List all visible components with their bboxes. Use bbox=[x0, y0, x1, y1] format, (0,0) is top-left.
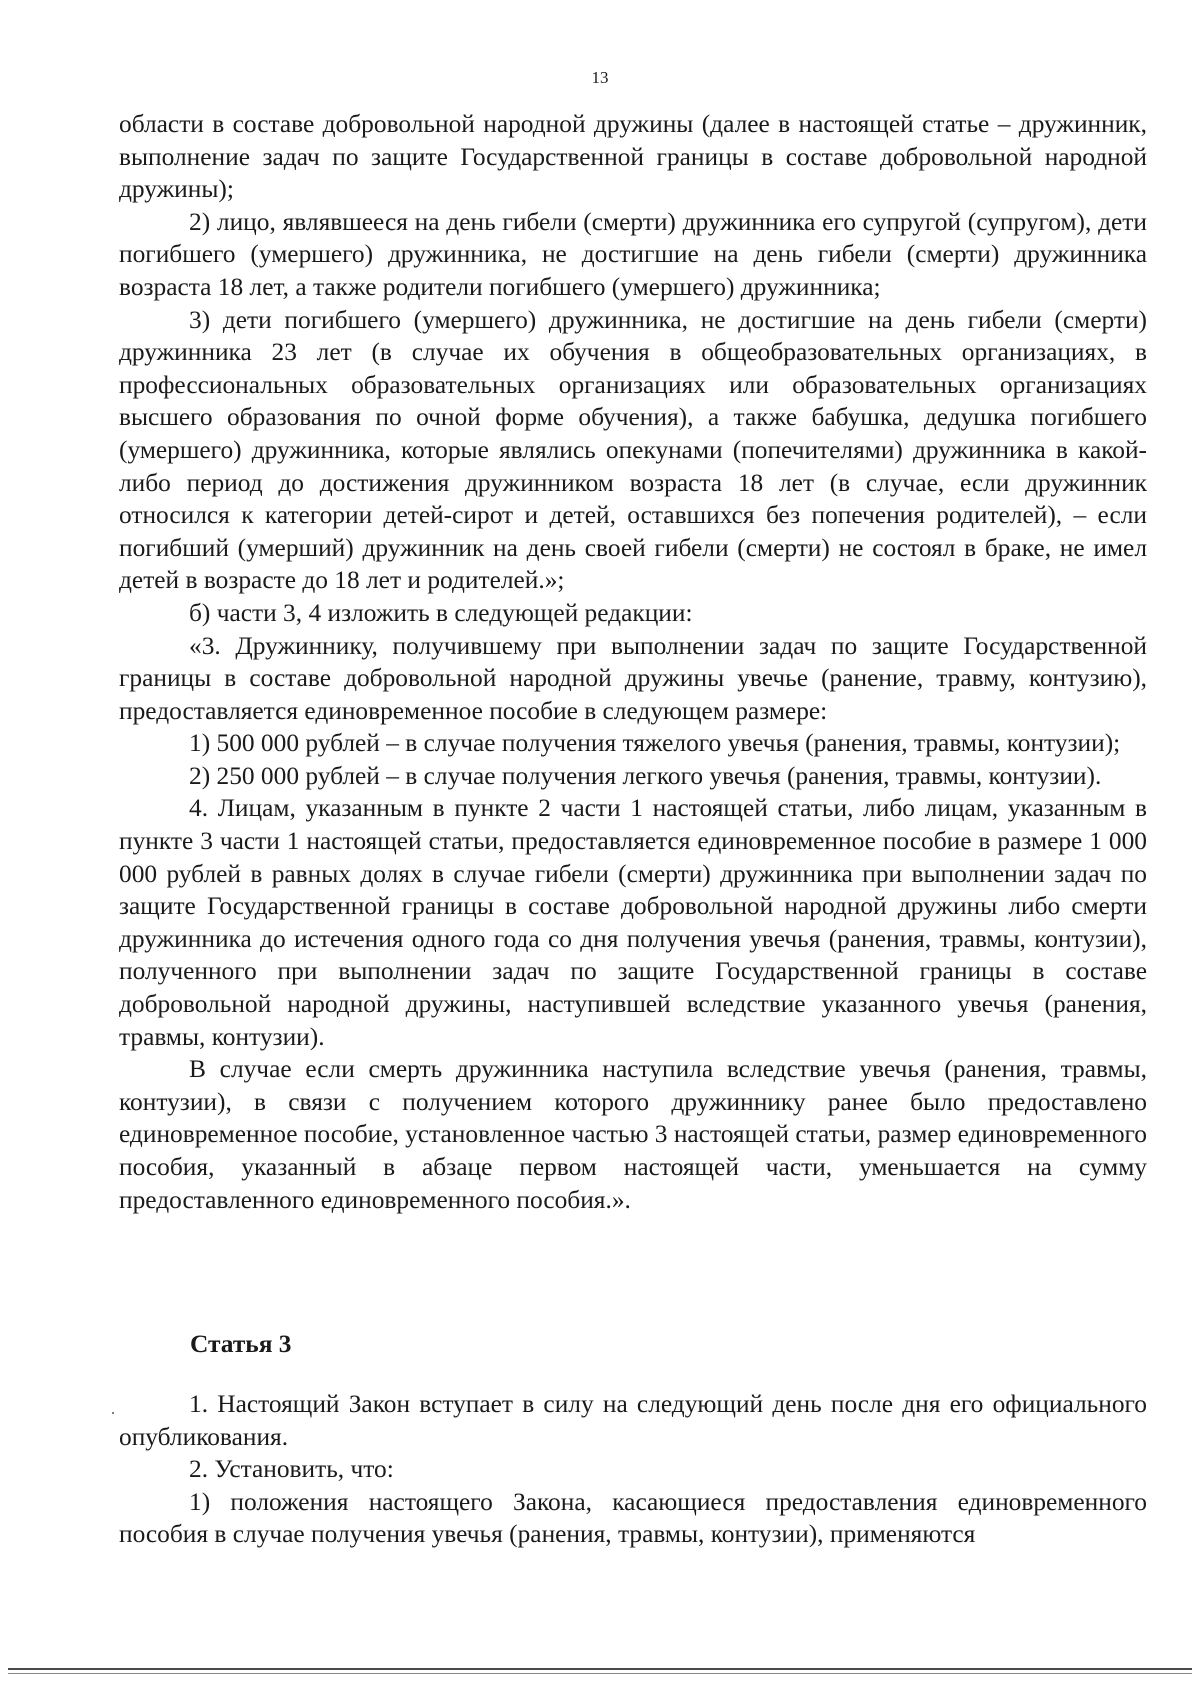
paragraph-continuation: области в составе добровольной народной дружины (далее в настоящей статье – дружинник, выполнение задач по защите Государственной границы в составе добровольной народной дружины); bbox=[119, 110, 1147, 204]
paragraph-part-3-item-1: 1) 500 000 рублей – в случае получения тяжелого увечья (ранения, травмы, контузии); bbox=[189, 729, 1121, 758]
paragraph-part-3-item-2: 2) 250 000 рублей – в случае получения легкого увечья (ранения, травмы, контузии). bbox=[189, 761, 1102, 790]
article-paragraph-1: 1. Настоящий Закон вступает в силу на следующий день после дня его официального опубликования. bbox=[119, 1390, 1147, 1451]
body-text bbox=[119, 108, 1147, 1216]
paragraph-part-4: 4. Лицам, указанным в пункте 2 части 1 настоящей статьи, либо лицам, указанным в пункте 3 части 1 настоящей статьи, предоставляется единовременное пособие в размере 1 000 000 рублей в равных долях в случае гибели (смерти) дружинника при выполнении задач по защите Государственной границы в составе добровольной народной дружины либо смерти дружинника до истечения одного года со дня получения увечья (ранения, травмы, контузии), полученного при выполнении задач по защите Государственной границы в составе добровольной народной дружины, наступившей вследствие указанного увечья (ранения, травмы, контузии). bbox=[119, 794, 1147, 1051]
paragraph-subitem-b: б) части 3, 4 изложить в следующей редакции: bbox=[189, 598, 693, 627]
scan-bottom-edge-shadow bbox=[8, 1673, 1192, 1674]
article-paragraph-2: 2. Установить, что: bbox=[189, 1455, 394, 1484]
scan-bottom-edge bbox=[8, 1668, 1192, 1670]
paragraph-part-3: «3. Дружиннику, получившему при выполнении задач по защите Государственной границы в составе добровольной народной дружины увечье (ранение, травму, контузию), предоставляется единовременное пособие в следующем размере: bbox=[119, 631, 1147, 725]
article-paragraph-3: 1) положения настоящего Закона, касающиеся предоставления единовременного пособия в случае получения увечья (ранения, травмы, контузии), применяются bbox=[119, 1487, 1147, 1549]
article-heading: Статья 3 bbox=[190, 1330, 292, 1358]
page-number: 13 bbox=[591, 68, 609, 87]
paragraph-part-4-addendum: В случае если смерть дружинника наступила вследствие увечья (ранения, травмы, контузии), в связи с получением которого дружиннику ранее было предоставлено единовременное пособие, установленное частью 3 настоящей статьи, размер единовременного пособия, указанный в абзаце первом настоящей части, уменьшается на сумму предоставленного единовременного пособия.». bbox=[119, 1055, 1147, 1214]
scan-speck bbox=[112, 1412, 114, 1414]
article-body-text bbox=[119, 1388, 1147, 1551]
paragraph-item-3: 3) дети погибшего (умершего) дружинника, не достигшие на день гибели (смерти) дружинника 23 лет (в случае их обучения в общеобразовательных организациях, в профессиональных образовательных организациях или образовательных организациях высшего образования по очной форме обучения), а также бабушка, дедушка погибшего (умершего) дружинника, которые являлись опекунами (попечителями) дружинника в какой-либо период до достижения дружинником возраста 18 лет (в случае, если дружинник относился к категории детей-сирот и детей, оставшихся без попечения родителей), – если погибший (умерший) дружинник на день своей гибели (смерти) не состоял в браке, не имел детей в возрасте до 18 лет и родителей.»; bbox=[119, 305, 1147, 595]
paragraph-item-2: 2) лицо, являвшееся на день гибели (смерти) дружинника его супругой (супругом), дети погибшего (умершего) дружинника, не достигшие на день гибели (смерти) дружинника возраста 18 лет, а также родители погибшего (умершего) дружинника; bbox=[119, 207, 1147, 301]
